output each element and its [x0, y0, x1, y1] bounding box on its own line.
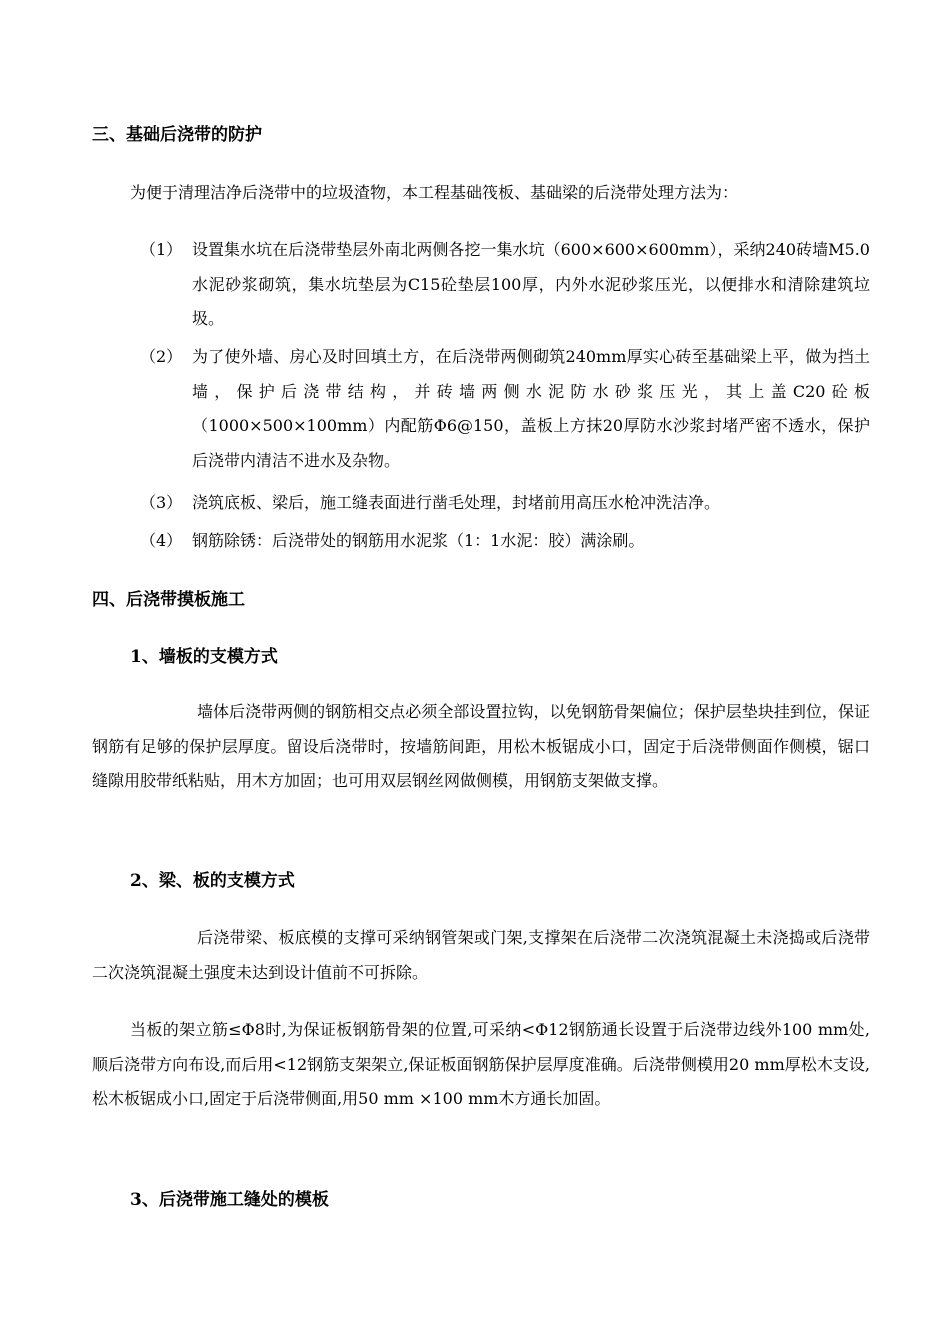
- list-item-3: [140, 486, 870, 521]
- list-item-1: [140, 233, 870, 337]
- list-item-text: 浇筑底板、梁后，施工缝表面进行凿毛处理，封堵前用高压水枪冲洗洁净。: [192, 493, 721, 512]
- list-item-4: [140, 524, 870, 559]
- subsection-3-heading: 3、后浇带施工缝处的模板: [130, 1190, 329, 1210]
- section-4-heading: 四、后浇带摸板施工: [92, 590, 245, 610]
- list-item-number: （3）: [140, 493, 183, 512]
- subsection-2-heading: 2、梁、板的支模方式: [130, 871, 295, 891]
- list-item-text: 钢筋除锈：后浇带处的钢筋用水泥浆（1：1水泥：胶）满涂刷。: [192, 531, 645, 550]
- list-item-number: （2）: [140, 347, 183, 366]
- subsection-2-paragraph-1: 后浇带梁、板底模的支撑可采纳钢管架或门架,支撑架在后浇带二次浇筑混凝土未浇捣或后浇带二次浇筑混凝土强度未达到设计值前不可拆除。: [92, 928, 870, 982]
- subsection-1-heading: 1、墙板的支模方式: [130, 647, 278, 667]
- list-item-text: 设置集水坑在后浇带垫层外南北两侧各挖一集水坑（600×600×600mm），采纳240砖墙M5.0水泥砂浆砌筑，集水坑垫层为C15砼垫层100厚，内外水泥砂浆压光，以便排水和清除建筑垃圾。: [192, 240, 870, 328]
- list-item-number: （1）: [140, 240, 183, 259]
- list-item-number: （4）: [140, 531, 183, 550]
- subsection-1-paragraph: 墙体后浇带两侧的钢筋相交点必须全部设置拉钩，以免钢筋骨架偏位；保护层垫块挂到位，保证钢筋有足够的保护层厚度。留设后浇带时，按墙筋间距，用松木板锯成小口，固定于后浇带侧面作侧模，锯口缝隙用胶带纸粘贴，用木方加固；也可用双层钢丝网做侧模，用钢筋支架做支撑。: [92, 702, 870, 790]
- list-item-2: [140, 340, 870, 478]
- section-3-heading: 三、基础后浇带的防护: [92, 125, 262, 145]
- section-3-intro: 为便于清理洁净后浇带中的垃圾渣物，本工程基础筏板、基础梁的后浇带处理方法为：: [130, 183, 739, 202]
- list-item-text: 为了使外墙、房心及时回填土方，在后浇带两侧砌筑240mm厚实心砖至基础梁上平，做为挡土墙，保护后浇带结构，并砖墙两侧水泥防水砂浆压光，其上盖C20砼板（1000×500×100mm）内配筋Φ6@150，盖板上方抹20厚防水沙浆封堵严密不透水，保护后浇带内清洁不进水及杂物。: [192, 347, 870, 470]
- subsection-2-paragraph-2: 当板的架立筋≤Φ8时,为保证板钢筋骨架的位置,可采纳<Φ12钢筋通长设置于后浇带边线外100 mm处,顺后浇带方向布设,而后用<12钢筋支架架立,保证板面钢筋保护层厚度准确。后浇带侧模用20 mm厚松木支设,松木板锯成小口,固定于后浇带侧面,用50 mm ×100 mm木方通长加固。: [92, 1020, 870, 1108]
